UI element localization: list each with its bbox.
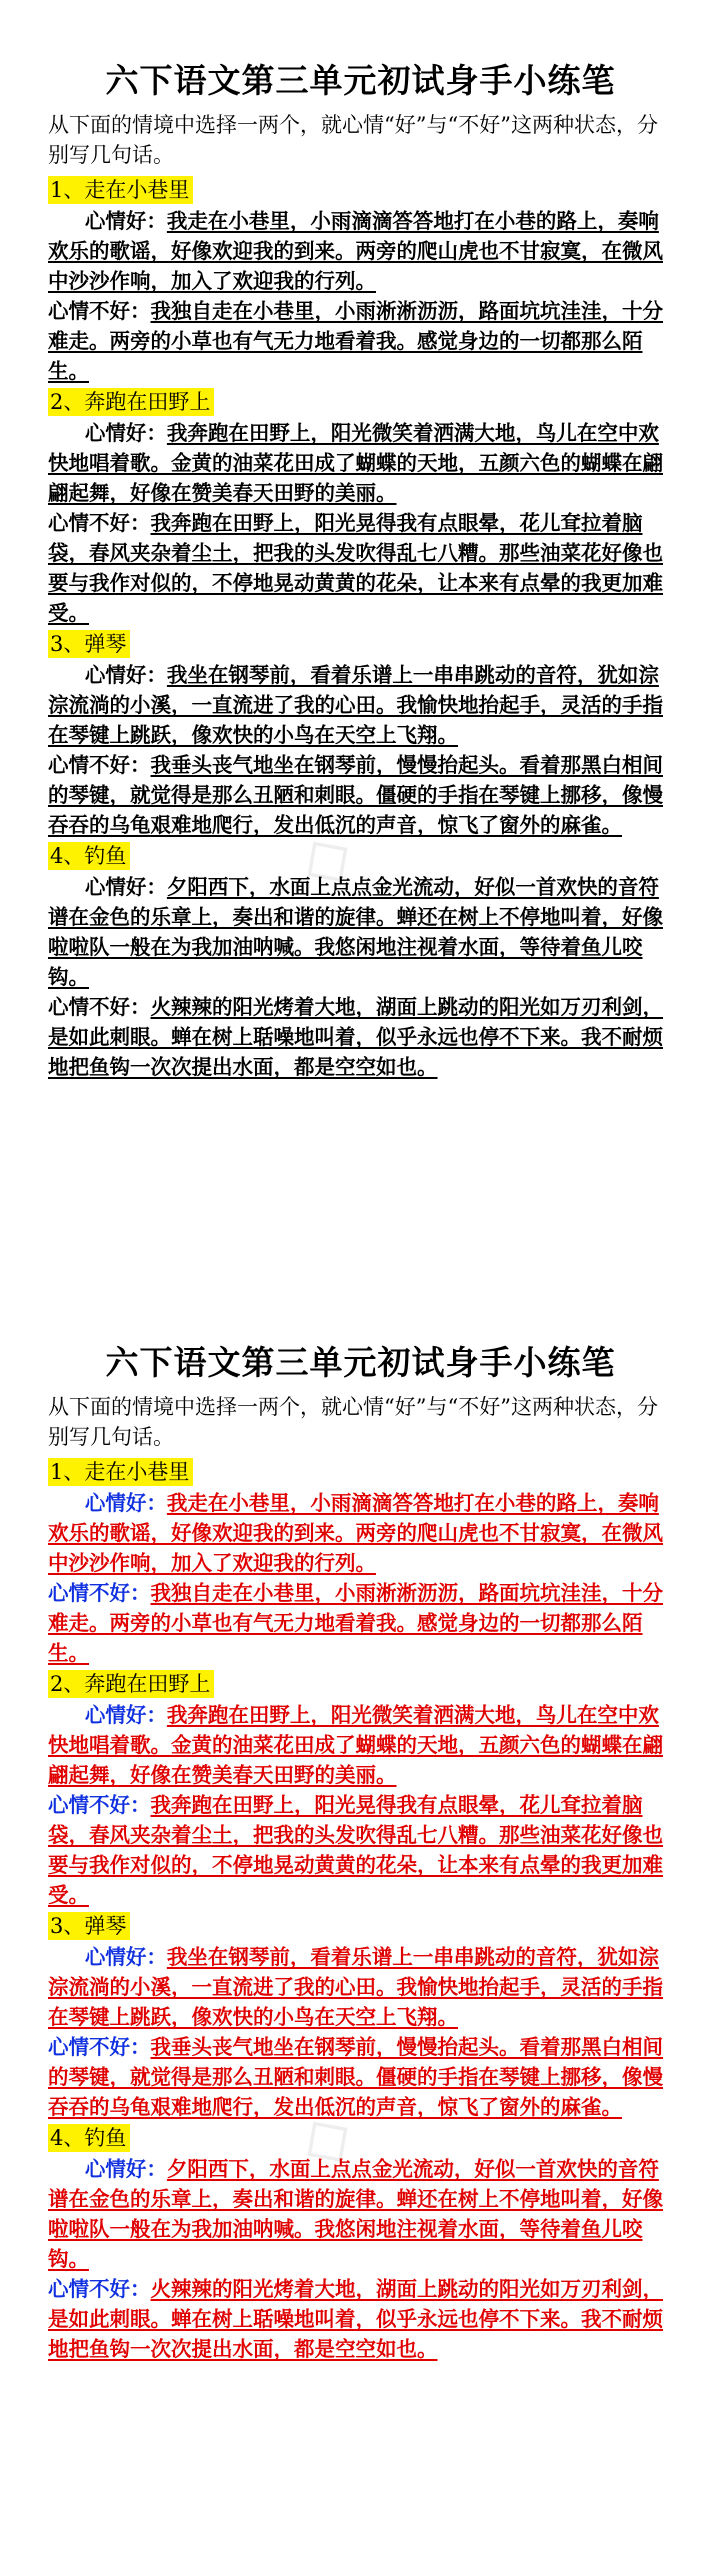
instructions: 从下面的情境中选择一两个，就心情“好”与“不好”这两种状态，分别写几句话。 [48, 113, 658, 167]
good-mood-text: 夕阳西下，水面上点点金光流动，好似一首欢快的音符谱在金色的乐章上，奏出和谐的旋律。蝉还在树上不停地叫着，好像啦啦队一般在为我加油呐喊。我悠闲地注视着水面，等待着鱼儿咬钩。 [48, 2157, 663, 2271]
bad-mood-text: 我垂头丧气地坐在钢琴前，慢慢抬起头。看着那黑白相间的琴键，就觉得是那么丑陋和刺眼。僵硬的手指在琴键上挪移，像慢吞吞的乌龟艰难地爬行，发出低沉的声音，惊飞了窗外的麻雀。 [48, 2035, 663, 2119]
good-mood-paragraph: 心情好：夕阳西下，水面上点点金光流动，好似一首欢快的音符谱在金色的乐章上，奏出和谐的旋律。蝉还在树上不停地叫着，好像啦啦队一般在为我加油呐喊。我悠闲地注视着水面，等待着鱼儿咬钩。 [48, 2157, 663, 2271]
sheet-title: 六下语文第三单元初试身手小练笔 [105, 61, 616, 100]
good-mood-text: 我坐在钢琴前，看着乐谱上一串串跳动的音符，犹如淙淙流淌的小溪，一直流进了我的心田。我愉快地抬起手，灵活的手指在琴键上跳跃，像欢快的小鸟在天空上飞翔。 [48, 663, 663, 747]
good-mood-text: 我走在小巷里，小雨滴滴答答地打在小巷的路上，奏响欢乐的歌谣，好像欢迎我的到来。两旁的爬山虎也不甘寂寞，在微风中沙沙作响，加入了欢迎我的行列。 [48, 209, 663, 293]
good-mood-text: 我走在小巷里，小雨滴滴答答地打在小巷的路上，奏响欢乐的歌谣，好像欢迎我的到来。两旁的爬山虎也不甘寂寞，在微风中沙沙作响，加入了欢迎我的行列。 [48, 1491, 663, 1575]
bad-mood-paragraph: 心情不好：火辣辣的阳光烤着大地，湖面上跳动的阳光如万刃利剑，是如此刺眼。蝉在树上聒噪地叫着，似乎永远也停不下来。我不耐烦地把鱼钩一次次提出水面，都是空空如也。 [48, 995, 663, 1079]
item-heading: 1、走在小巷里 [48, 176, 193, 204]
item-4 [48, 2122, 673, 2364]
good-mood-paragraph: 心情好：我走在小巷里，小雨滴滴答答地打在小巷的路上，奏响欢乐的歌谣，好像欢迎我的到来。两旁的爬山虎也不甘寂寞，在微风中沙沙作响，加入了欢迎我的行列。 [48, 209, 663, 293]
bad-mood-text: 我奔跑在田野上，阳光晃得我有点眼晕，花儿耷拉着脑袋，春风夹杂着尘土，把我的头发吹得乱七八糟。那些油菜花好像也要与我作对似的，不停地晃动黄黄的花朵，让本来有点晕的我更加难受。 [48, 511, 663, 625]
watermark-mark: ◇ [283, 2091, 370, 2183]
bad-mood-text: 我独自走在小巷里，小雨淅淅沥沥，路面坑坑洼洼，十分难走。两旁的小草也有气无力地看着我。感觉身边的一切都那么陌生。 [48, 299, 663, 383]
item-heading: 2、奔跑在田野上 [48, 1670, 214, 1698]
good-mood-paragraph: 心情好：我奔跑在田野上，阳光微笑着洒满大地，鸟儿在空中欢快地唱着歌。金黄的油菜花田成了蝴蝶的天地，五颜六色的蝴蝶在翩翩起舞，好像在赞美春天田野的美丽。 [48, 1703, 663, 1787]
item-heading: 3、弹琴 [48, 630, 130, 658]
bad-mood-label: 心情不好 [48, 753, 130, 777]
good-mood-label: 心情好 [84, 421, 147, 445]
good-mood-paragraph: 心情好：我坐在钢琴前，看着乐谱上一串串跳动的音符，犹如淙淙流淌的小溪，一直流进了我的心田。我愉快地抬起手，灵活的手指在琴键上跳跃，像欢快的小鸟在天空上飞翔。 [48, 663, 663, 747]
good-mood-paragraph: 心情好：我坐在钢琴前，看着乐谱上一串串跳动的音符，犹如淙淙流淌的小溪，一直流进了我的心田。我愉快地抬起手，灵活的手指在琴键上跳跃，像欢快的小鸟在天空上飞翔。 [48, 1945, 663, 2029]
bad-mood-paragraph: 心情不好：我独自走在小巷里，小雨淅淅沥沥，路面坑坑洼洼，十分难走。两旁的小草也有气无力地看着我。感觉身边的一切都那么陌生。 [48, 1581, 663, 1665]
bad-mood-paragraph: 心情不好：我垂头丧气地坐在钢琴前，慢慢抬起头。看着那黑白相间的琴键，就觉得是那么丑陋和刺眼。僵硬的手指在琴键上挪移，像慢吞吞的乌龟艰难地爬行，发出低沉的声音，惊飞了窗外的麻雀。 [48, 2035, 663, 2119]
good-mood-text: 我坐在钢琴前，看着乐谱上一串串跳动的音符，犹如淙淙流淌的小溪，一直流进了我的心田。我愉快地抬起手，灵活的手指在琴键上跳跃，像欢快的小鸟在天空上飞翔。 [48, 1945, 663, 2029]
bad-mood-text: 我奔跑在田野上，阳光晃得我有点眼晕，花儿耷拉着脑袋，春风夹杂着尘土，把我的头发吹得乱七八糟。那些油菜花好像也要与我作对似的，不停地晃动黄黄的花朵，让本来有点晕的我更加难受。 [48, 1793, 663, 1907]
item-2 [48, 1668, 673, 1910]
good-mood-text: 我奔跑在田野上，阳光微笑着洒满大地，鸟儿在空中欢快地唱着歌。金黄的油菜花田成了蝴蝶的天地，五颜六色的蝴蝶在翩翩起舞，好像在赞美春天田野的美丽。 [48, 421, 663, 505]
bad-mood-label: 心情不好 [48, 1793, 130, 1817]
item-3 [48, 628, 673, 840]
bad-mood-label: 心情不好 [48, 995, 130, 1019]
item-4 [48, 840, 673, 1082]
good-mood-paragraph: 心情好：我走在小巷里，小雨滴滴答答地打在小巷的路上，奏响欢乐的歌谣，好像欢迎我的到来。两旁的爬山虎也不甘寂寞，在微风中沙沙作响，加入了欢迎我的行列。 [48, 1491, 663, 1575]
bad-mood-text: 我垂头丧气地坐在钢琴前，慢慢抬起头。看着那黑白相间的琴键，就觉得是那么丑陋和刺眼。僵硬的手指在琴键上挪移，像慢吞吞的乌龟艰难地爬行，发出低沉的声音，惊飞了窗外的麻雀。 [48, 753, 663, 837]
good-mood-label: 心情好 [84, 209, 147, 233]
good-mood-paragraph: 心情好：我奔跑在田野上，阳光微笑着洒满大地，鸟儿在空中欢快地唱着歌。金黄的油菜花田成了蝴蝶的天地，五颜六色的蝴蝶在翩翩起舞，好像在赞美春天田野的美丽。 [48, 421, 663, 505]
exercise-sheet-plain [48, 58, 673, 1082]
bad-mood-text: 我独自走在小巷里，小雨淅淅沥沥，路面坑坑洼洼，十分难走。两旁的小草也有气无力地看着我。感觉身边的一切都那么陌生。 [48, 1581, 663, 1665]
item-heading: 1、走在小巷里 [48, 1458, 193, 1486]
item-3 [48, 1910, 673, 2122]
sheet-title: 六下语文第三单元初试身手小练笔 [105, 1343, 616, 1382]
item-heading: 4、钓鱼 [48, 842, 130, 870]
bad-mood-paragraph: 心情不好：我奔跑在田野上，阳光晃得我有点眼晕，花儿耷拉着脑袋，春风夹杂着尘土，把我的头发吹得乱七八糟。那些油菜花好像也要与我作对似的，不停地晃动黄黄的花朵，让本来有点晕的我更加难受。 [48, 1793, 663, 1907]
item-2 [48, 386, 673, 628]
good-mood-text: 我奔跑在田野上，阳光微笑着洒满大地，鸟儿在空中欢快地唱着歌。金黄的油菜花田成了蝴蝶的天地，五颜六色的蝴蝶在翩翩起舞，好像在赞美春天田野的美丽。 [48, 1703, 663, 1787]
item-1 [48, 174, 673, 386]
bad-mood-text: 火辣辣的阳光烤着大地，湖面上跳动的阳光如万刃利剑，是如此刺眼。蝉在树上聒噪地叫着，似乎永远也停不下来。我不耐烦地把鱼钩一次次提出水面，都是空空如也。 [48, 2277, 663, 2361]
bad-mood-text: 火辣辣的阳光烤着大地，湖面上跳动的阳光如万刃利剑，是如此刺眼。蝉在树上聒噪地叫着，似乎永远也停不下来。我不耐烦地把鱼钩一次次提出水面，都是空空如也。 [48, 995, 663, 1079]
bad-mood-label: 心情不好 [48, 511, 130, 535]
bad-mood-label: 心情不好 [48, 299, 130, 323]
bad-mood-paragraph: 心情不好：我奔跑在田野上，阳光晃得我有点眼晕，花儿耷拉着脑袋，春风夹杂着尘土，把我的头发吹得乱七八糟。那些油菜花好像也要与我作对似的，不停地晃动黄黄的花朵，让本来有点晕的我更加难受。 [48, 511, 663, 625]
instructions: 从下面的情境中选择一两个，就心情“好”与“不好”这两种状态，分别写几句话。 [48, 1395, 658, 1449]
good-mood-label: 心情好 [84, 875, 147, 899]
bad-mood-paragraph: 心情不好：我垂头丧气地坐在钢琴前，慢慢抬起头。看着那黑白相间的琴键，就觉得是那么丑陋和刺眼。僵硬的手指在琴键上挪移，像慢吞吞的乌龟艰难地爬行，发出低沉的声音，惊飞了窗外的麻雀。 [48, 753, 663, 837]
bad-mood-label: 心情不好 [48, 2277, 130, 2301]
good-mood-label: 心情好 [84, 1491, 147, 1515]
item-1 [48, 1456, 673, 1668]
bad-mood-paragraph: 心情不好：火辣辣的阳光烤着大地，湖面上跳动的阳光如万刃利剑，是如此刺眼。蝉在树上聒噪地叫着，似乎永远也停不下来。我不耐烦地把鱼钩一次次提出水面，都是空空如也。 [48, 2277, 663, 2361]
watermark-mark: ◇ [283, 811, 370, 903]
good-mood-label: 心情好 [84, 1703, 147, 1727]
item-heading: 4、钓鱼 [48, 2124, 130, 2152]
item-heading: 2、奔跑在田野上 [48, 388, 214, 416]
good-mood-label: 心情好 [84, 2157, 147, 2181]
bad-mood-label: 心情不好 [48, 1581, 130, 1605]
bad-mood-paragraph: 心情不好：我独自走在小巷里，小雨淅淅沥沥，路面坑坑洼洼，十分难走。两旁的小草也有气无力地看着我。感觉身边的一切都那么陌生。 [48, 299, 663, 383]
good-mood-text: 夕阳西下，水面上点点金光流动，好似一首欢快的音符谱在金色的乐章上，奏出和谐的旋律。蝉还在树上不停地叫着，好像啦啦队一般在为我加油呐喊。我悠闲地注视着水面，等待着鱼儿咬钩。 [48, 875, 663, 989]
item-heading: 3、弹琴 [48, 1912, 130, 1940]
good-mood-label: 心情好 [84, 1945, 147, 1969]
good-mood-label: 心情好 [84, 663, 147, 687]
exercise-sheet-answers [48, 1340, 673, 2364]
bad-mood-label: 心情不好 [48, 2035, 130, 2059]
good-mood-paragraph: 心情好：夕阳西下，水面上点点金光流动，好似一首欢快的音符谱在金色的乐章上，奏出和谐的旋律。蝉还在树上不停地叫着，好像啦啦队一般在为我加油呐喊。我悠闲地注视着水面，等待着鱼儿咬钩。 [48, 875, 663, 989]
